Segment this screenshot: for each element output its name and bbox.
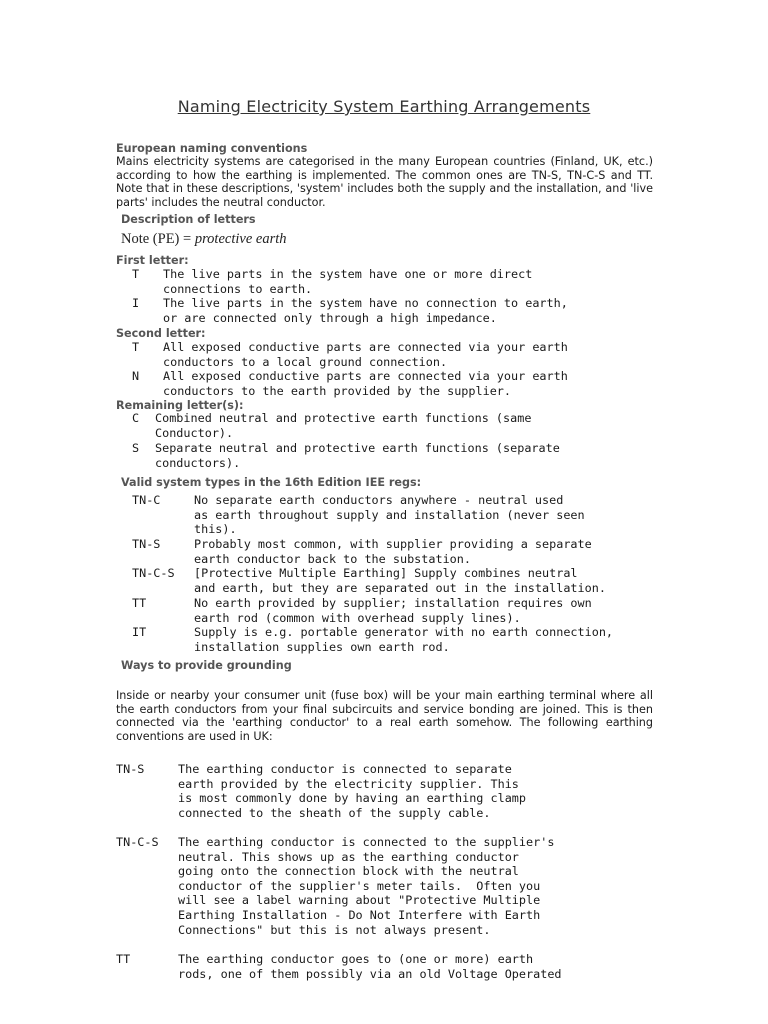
valid-code-tn-c-s: TN-C-S — [132, 566, 175, 580]
remaining-letter-code-c: C — [132, 411, 140, 425]
second-letter-desc-t: All exposed conductive parts are connected via your earth conductors to a local ground connection. — [163, 340, 568, 369]
valid-desc-it: Supply is e.g. portable generator with no earth connection, installation supplies own earth rod. — [194, 625, 614, 654]
first-letter-desc-t: The live parts in the system have one or more direct connections to earth. — [163, 267, 533, 296]
pe-note — [121, 231, 287, 248]
grounding-desc-tn-c-s: The earthing conductor is connected to the supplier's neutral. This shows up as the earthing conductor going onto the connection block with the neutral conductor of the supplier's meter tails. Often you will see a label warning about "Protective Multiple Earthing Installation - Do Not Interfere with Earth Connections" but this is not always present. — [178, 835, 555, 937]
remaining-letter-desc-c: Combined neutral and protective earth functions (same Conductor). — [155, 411, 532, 440]
second-letter-desc-n: All exposed conductive parts are connected via your earth conductors to the earth provided by the supplier. — [163, 369, 568, 398]
valid-system-types-heading: Valid system types in the 16th Edition IEE regs: — [121, 476, 422, 489]
grounding-desc-tt: The earthing conductor goes to (one or more) earth rods, one of them possibly via an old Voltage Operated — [178, 952, 562, 981]
second-letter-heading: Second letter: — [116, 327, 206, 340]
grounding-heading: Ways to provide grounding — [121, 659, 292, 672]
pe-note-italic: protective earth — [194, 231, 287, 247]
grounding-desc-tn-s: The earthing conductor is connected to separate earth provided by the electricity supplier. This is most commonly done by having an earthing clamp connected to the sheath of the supply cable. — [178, 762, 527, 820]
valid-desc-tn-c-s: [Protective Multiple Earthing] Supply combines neutral and earth, but they are separated out in the installation. — [194, 566, 606, 595]
grounding-code-tn-s: TN-S — [116, 762, 145, 776]
remaining-letter-desc-s: Separate neutral and protective earth functions (separate conductors). — [155, 441, 560, 470]
document-title: Naming Electricity System Earthing Arrangements — [177, 97, 591, 116]
valid-desc-tn-c: No separate earth conductors anywhere - neutral used as earth throughout supply and installation (never seen this). — [194, 493, 585, 537]
valid-code-it: IT — [132, 625, 147, 639]
description-of-letters-heading: Description of letters — [121, 213, 256, 226]
remaining-letter-code-s: S — [132, 441, 140, 455]
remaining-letters-heading: Remaining letter(s): — [116, 399, 244, 412]
grounding-code-tn-c-s: TN-C-S — [116, 835, 159, 849]
european-naming-heading: European naming conventions — [116, 142, 308, 155]
first-letter-desc-i: The live parts in the system have no connection to earth, or are connected only through a high impedance. — [163, 296, 568, 325]
second-letter-code-n: N — [132, 369, 140, 383]
grounding-code-tt: TT — [116, 952, 131, 966]
first-letter-code-i: I — [132, 296, 140, 310]
valid-desc-tt: No earth provided by supplier; installation requires own earth rod (common with overhead supply lines). — [194, 596, 592, 625]
grounding-paragraph: Inside or nearby your consumer unit (fuse box) will be your main earthing terminal where all the earth conductors from your final subcircuits and service bonding are joined. This is then connected via the 'earthing conductor' to a real earth somehow. The following earthing conventions are used in UK: — [116, 689, 653, 743]
first-letter-code-t: T — [132, 267, 140, 281]
valid-desc-tn-s: Probably most common, with supplier providing a separate earth conductor back to the substation. — [194, 537, 592, 566]
intro-paragraph: Mains electricity systems are categorised in the many European countries (Finland, UK, etc.) according to how the earthing is implemented. The common ones are TN-S, TN-C-S and TT. Note that in these descriptions, 'system' includes both the supply and the installation, and 'live parts' includes the neutral conductor. — [116, 155, 653, 209]
valid-code-tt: TT — [132, 596, 147, 610]
first-letter-heading: First letter: — [116, 254, 189, 267]
valid-code-tn-s: TN-S — [132, 537, 161, 551]
valid-code-tn-c: TN-C — [132, 493, 161, 507]
second-letter-code-t: T — [132, 340, 140, 354]
pe-note-prefix: Note (PE) = — [121, 231, 195, 247]
